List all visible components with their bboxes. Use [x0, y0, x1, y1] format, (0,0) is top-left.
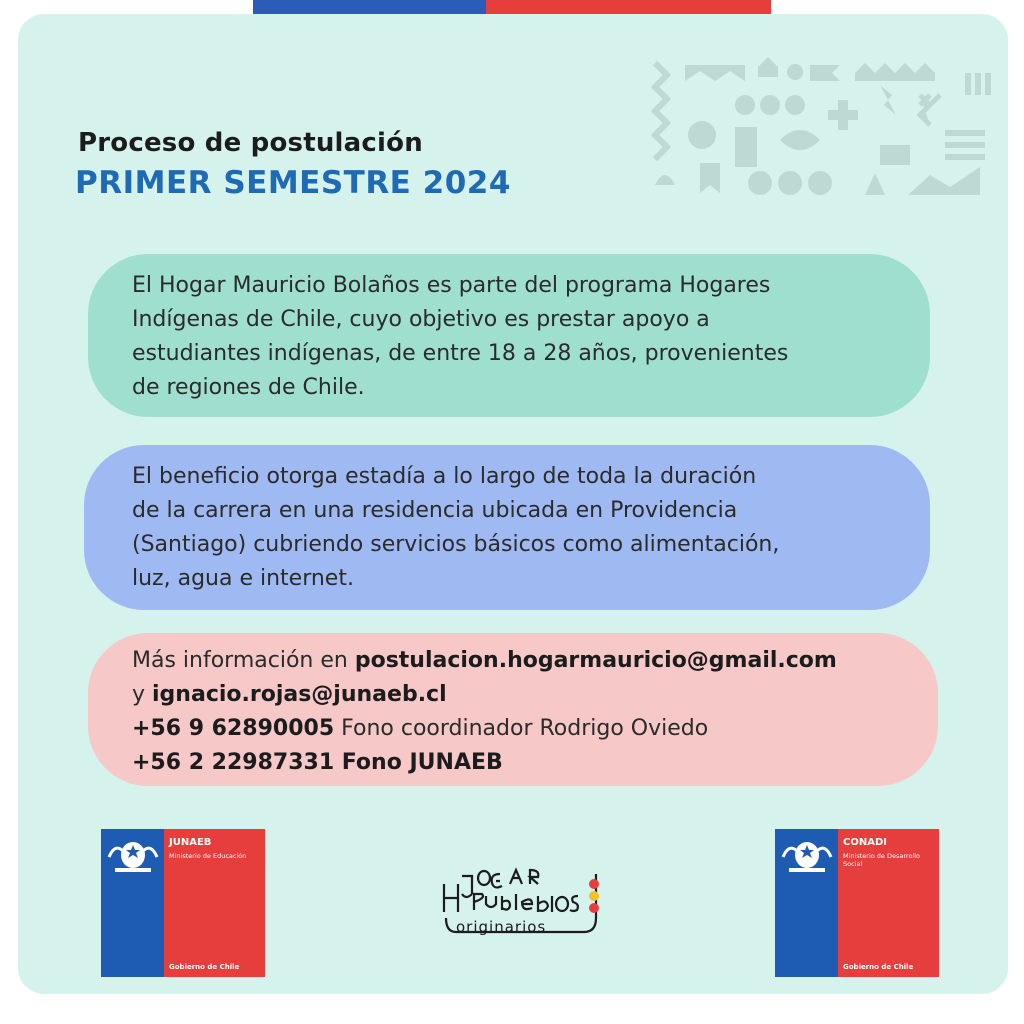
phone-coordinator[interactable]: +56 9 62890005 — [132, 716, 335, 741]
benefit-description-block — [84, 445, 930, 610]
hogar-pueblos-originarios-logo — [438, 866, 603, 946]
phone-junaeb[interactable]: +56 2 22987331 Fono JUNAEB — [132, 750, 503, 775]
junaeb-name: JUNAEB — [169, 837, 212, 848]
email-link-primary[interactable]: postulacion.hogarmauricio@gmail.com — [354, 648, 837, 673]
contact-line-phone2 — [132, 746, 918, 780]
contact-info-block — [88, 633, 938, 786]
chile-coat-of-arms-icon — [779, 835, 835, 873]
conadi-name: CONADI — [843, 837, 887, 848]
text-line: de regiones de Chile. — [132, 375, 365, 400]
text-line: luz, agua e internet. — [132, 566, 354, 591]
phone-coordinator-desc: Fono coordinador Rodrigo Oviedo — [334, 716, 709, 741]
contact-line-phone1 — [132, 712, 918, 746]
contact-intro: Más información en — [132, 648, 355, 673]
conadi-gov: Gobierno de Chile — [843, 963, 914, 971]
program-description-block — [88, 254, 930, 417]
text-line: El beneficio otorga estadía a lo largo de toda la duración — [132, 464, 757, 489]
junaeb-gov: Gobierno de Chile — [169, 963, 240, 971]
heading-title: PRIMER SEMESTRE 2024 — [75, 165, 511, 201]
junaeb-logo — [101, 829, 265, 977]
indigenous-pattern-decoration — [650, 55, 995, 205]
contact-line-email2 — [132, 678, 918, 712]
conadi-ministry: Ministerio de Desarrollo Social — [843, 852, 921, 868]
text-line: El Hogar Mauricio Bolaños es parte del programa Hogares — [132, 273, 771, 298]
text-line: (Santiago) cubriendo servicios básicos como alimentación, — [132, 532, 780, 557]
text-line: de la carrera en una residencia ubicada en Providencia — [132, 498, 738, 523]
contact-and: y — [132, 682, 153, 707]
chile-coat-of-arms-icon — [105, 835, 161, 873]
contact-line-email1 — [132, 644, 918, 678]
junaeb-ministry: Ministerio de Educación — [169, 852, 247, 860]
svg-text:originarios: originarios — [456, 918, 547, 936]
text-line: estudiantes indígenas, de entre 18 a 28 años, provenientes — [132, 341, 789, 366]
conadi-logo — [775, 829, 939, 977]
text-line: Indígenas de Chile, cuyo objetivo es prestar apoyo a — [132, 307, 710, 332]
email-link-secondary[interactable]: ignacio.rojas@junaeb.cl — [152, 682, 447, 707]
heading-subtitle: Proceso de postulación — [78, 128, 423, 158]
